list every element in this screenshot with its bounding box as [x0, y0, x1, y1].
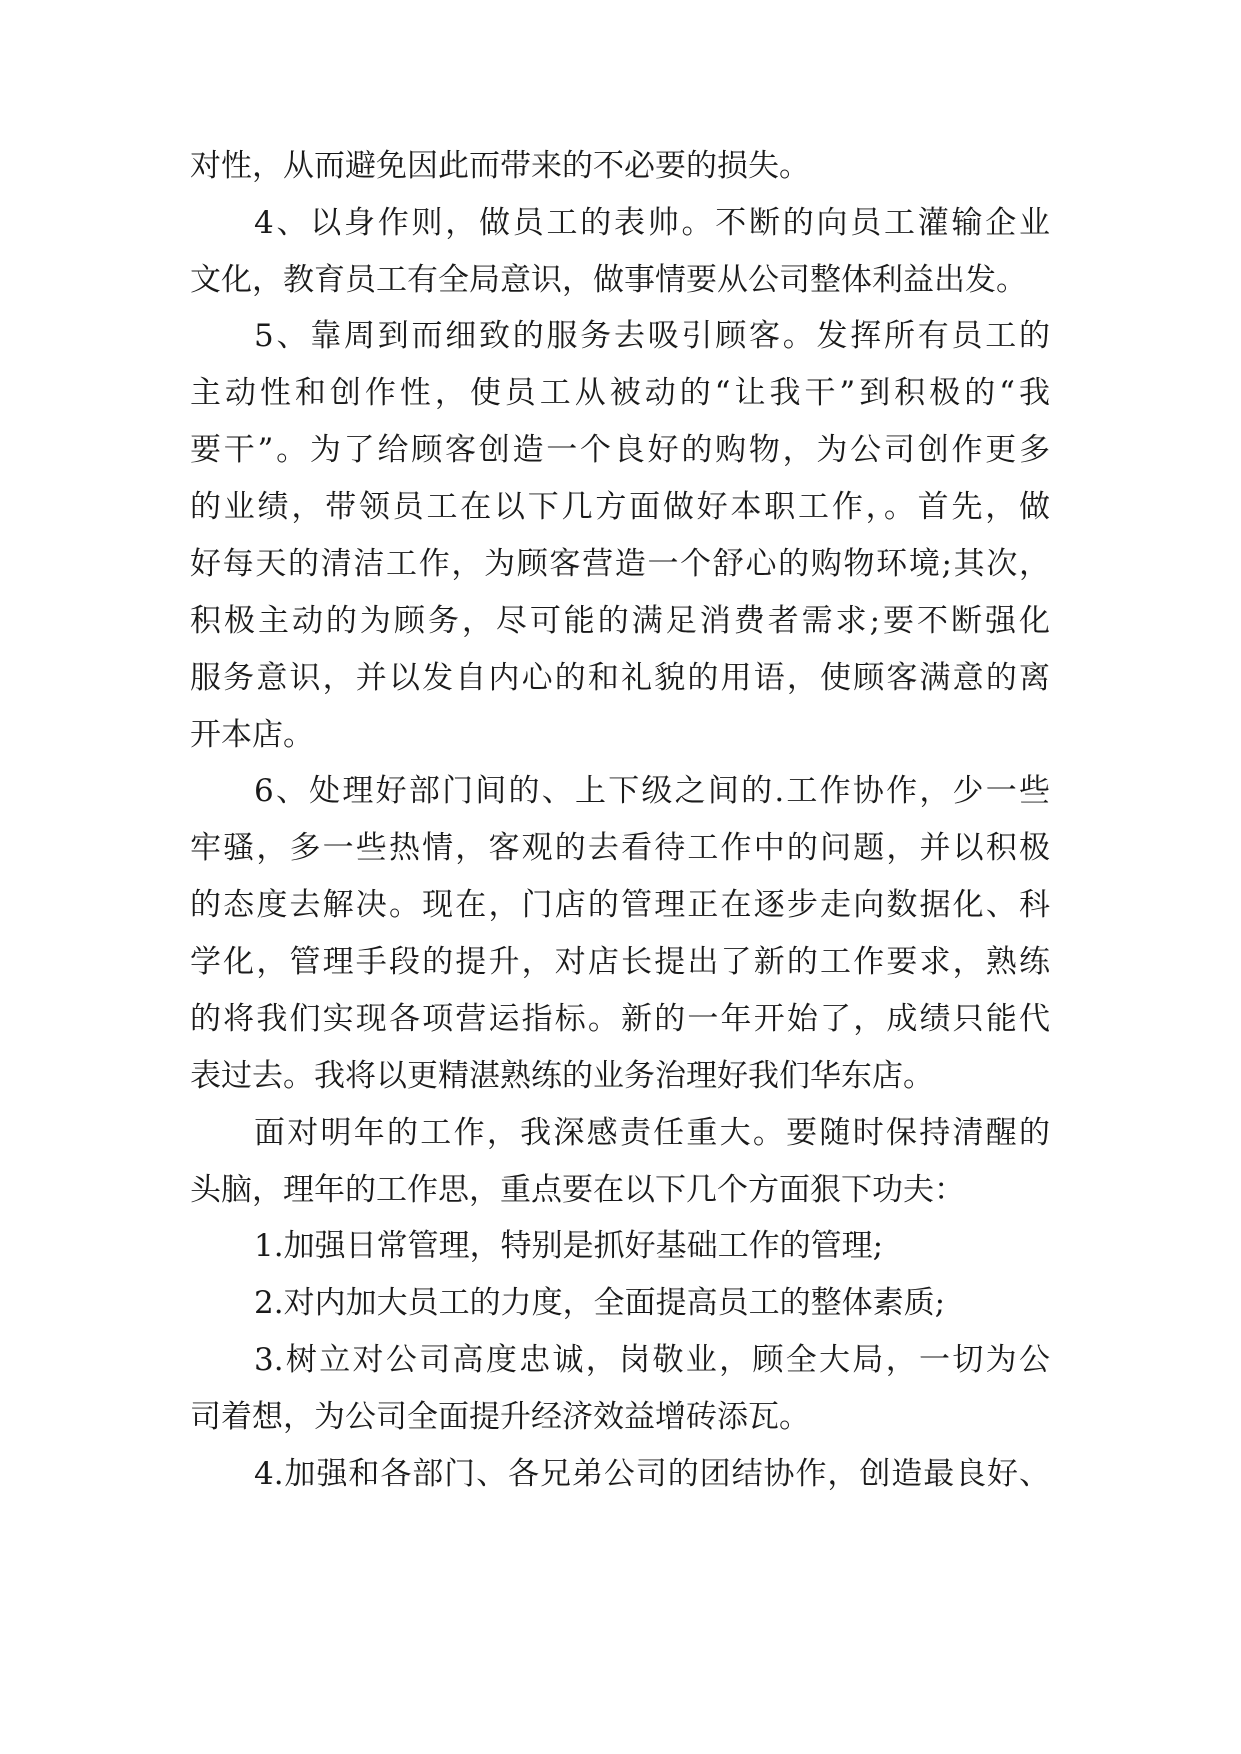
- text-line: 文化，教育员工有全局意识，做事情要从公司整体利益出发。: [190, 262, 1027, 298]
- text-line: 积极主动的为顾务，尽可能的满足消费者需求;要不断强化: [190, 603, 1050, 639]
- text-line: 服务意识，并以发自内心的和礼貌的用语，使顾客满意的离: [190, 660, 1050, 696]
- text-line: 主动性和创作性，使员工从被动的“让我干”到积极的“我: [190, 375, 1050, 411]
- text-line: 2.对内加大员工的力度，全面提高员工的整体素质;: [254, 1285, 946, 1321]
- text-line: 头脑，理年的工作思，重点要在以下几个方面狠下功夫：: [190, 1172, 965, 1208]
- text-line: 司着想，为公司全面提升经济效益增砖添瓦。: [190, 1399, 810, 1435]
- text-line: 牢骚，多一些热情，客观的去看待工作中的问题，并以积极: [190, 830, 1050, 866]
- text-line: 好每天的清洁工作，为顾客营造一个舒心的购物环境;其次，: [190, 546, 1050, 582]
- text-line: 的态度去解决。现在，门店的管理正在逐步走向数据化、科: [190, 887, 1050, 923]
- text-line: 6、处理好部门间的、上下级之间的.工作协作，少一些: [254, 773, 1050, 809]
- text-line: 1.加强日常管理，特别是抓好基础工作的管理;: [254, 1228, 884, 1264]
- text-line: 4、以身作则，做员工的表帅。不断的向员工灌输企业: [254, 205, 1050, 241]
- text-line: 开本店。: [190, 717, 314, 753]
- text-line: 要干”。为了给顾客创造一个良好的购物，为公司创作更多: [190, 432, 1050, 468]
- text-line: 学化，管理手段的提升，对店长提出了新的工作要求，熟练: [190, 944, 1050, 980]
- text-line: 的业绩，带领员工在以下几方面做好本职工作，。首先，做: [190, 489, 1050, 525]
- text-line: 面对明年的工作，我深感责任重大。要随时保持清醒的: [254, 1115, 1050, 1151]
- text-line: 表过去。我将以更精湛熟练的业务治理好我们华东店。: [190, 1058, 934, 1094]
- text-line: 对性，从而避免因此而带来的不必要的损失。: [190, 148, 810, 184]
- text-line: 4.加强和各部门、各兄弟公司的团结协作，创造最良好、: [254, 1456, 1050, 1492]
- text-line: 的将我们实现各项营运指标。新的一年开始了，成绩只能代: [190, 1001, 1050, 1037]
- text-line: 5、靠周到而细致的服务去吸引顾客。发挥所有员工的: [254, 318, 1050, 354]
- text-line: 3.树立对公司高度忠诚，岗敬业，顾全大局，一切为公: [254, 1342, 1050, 1378]
